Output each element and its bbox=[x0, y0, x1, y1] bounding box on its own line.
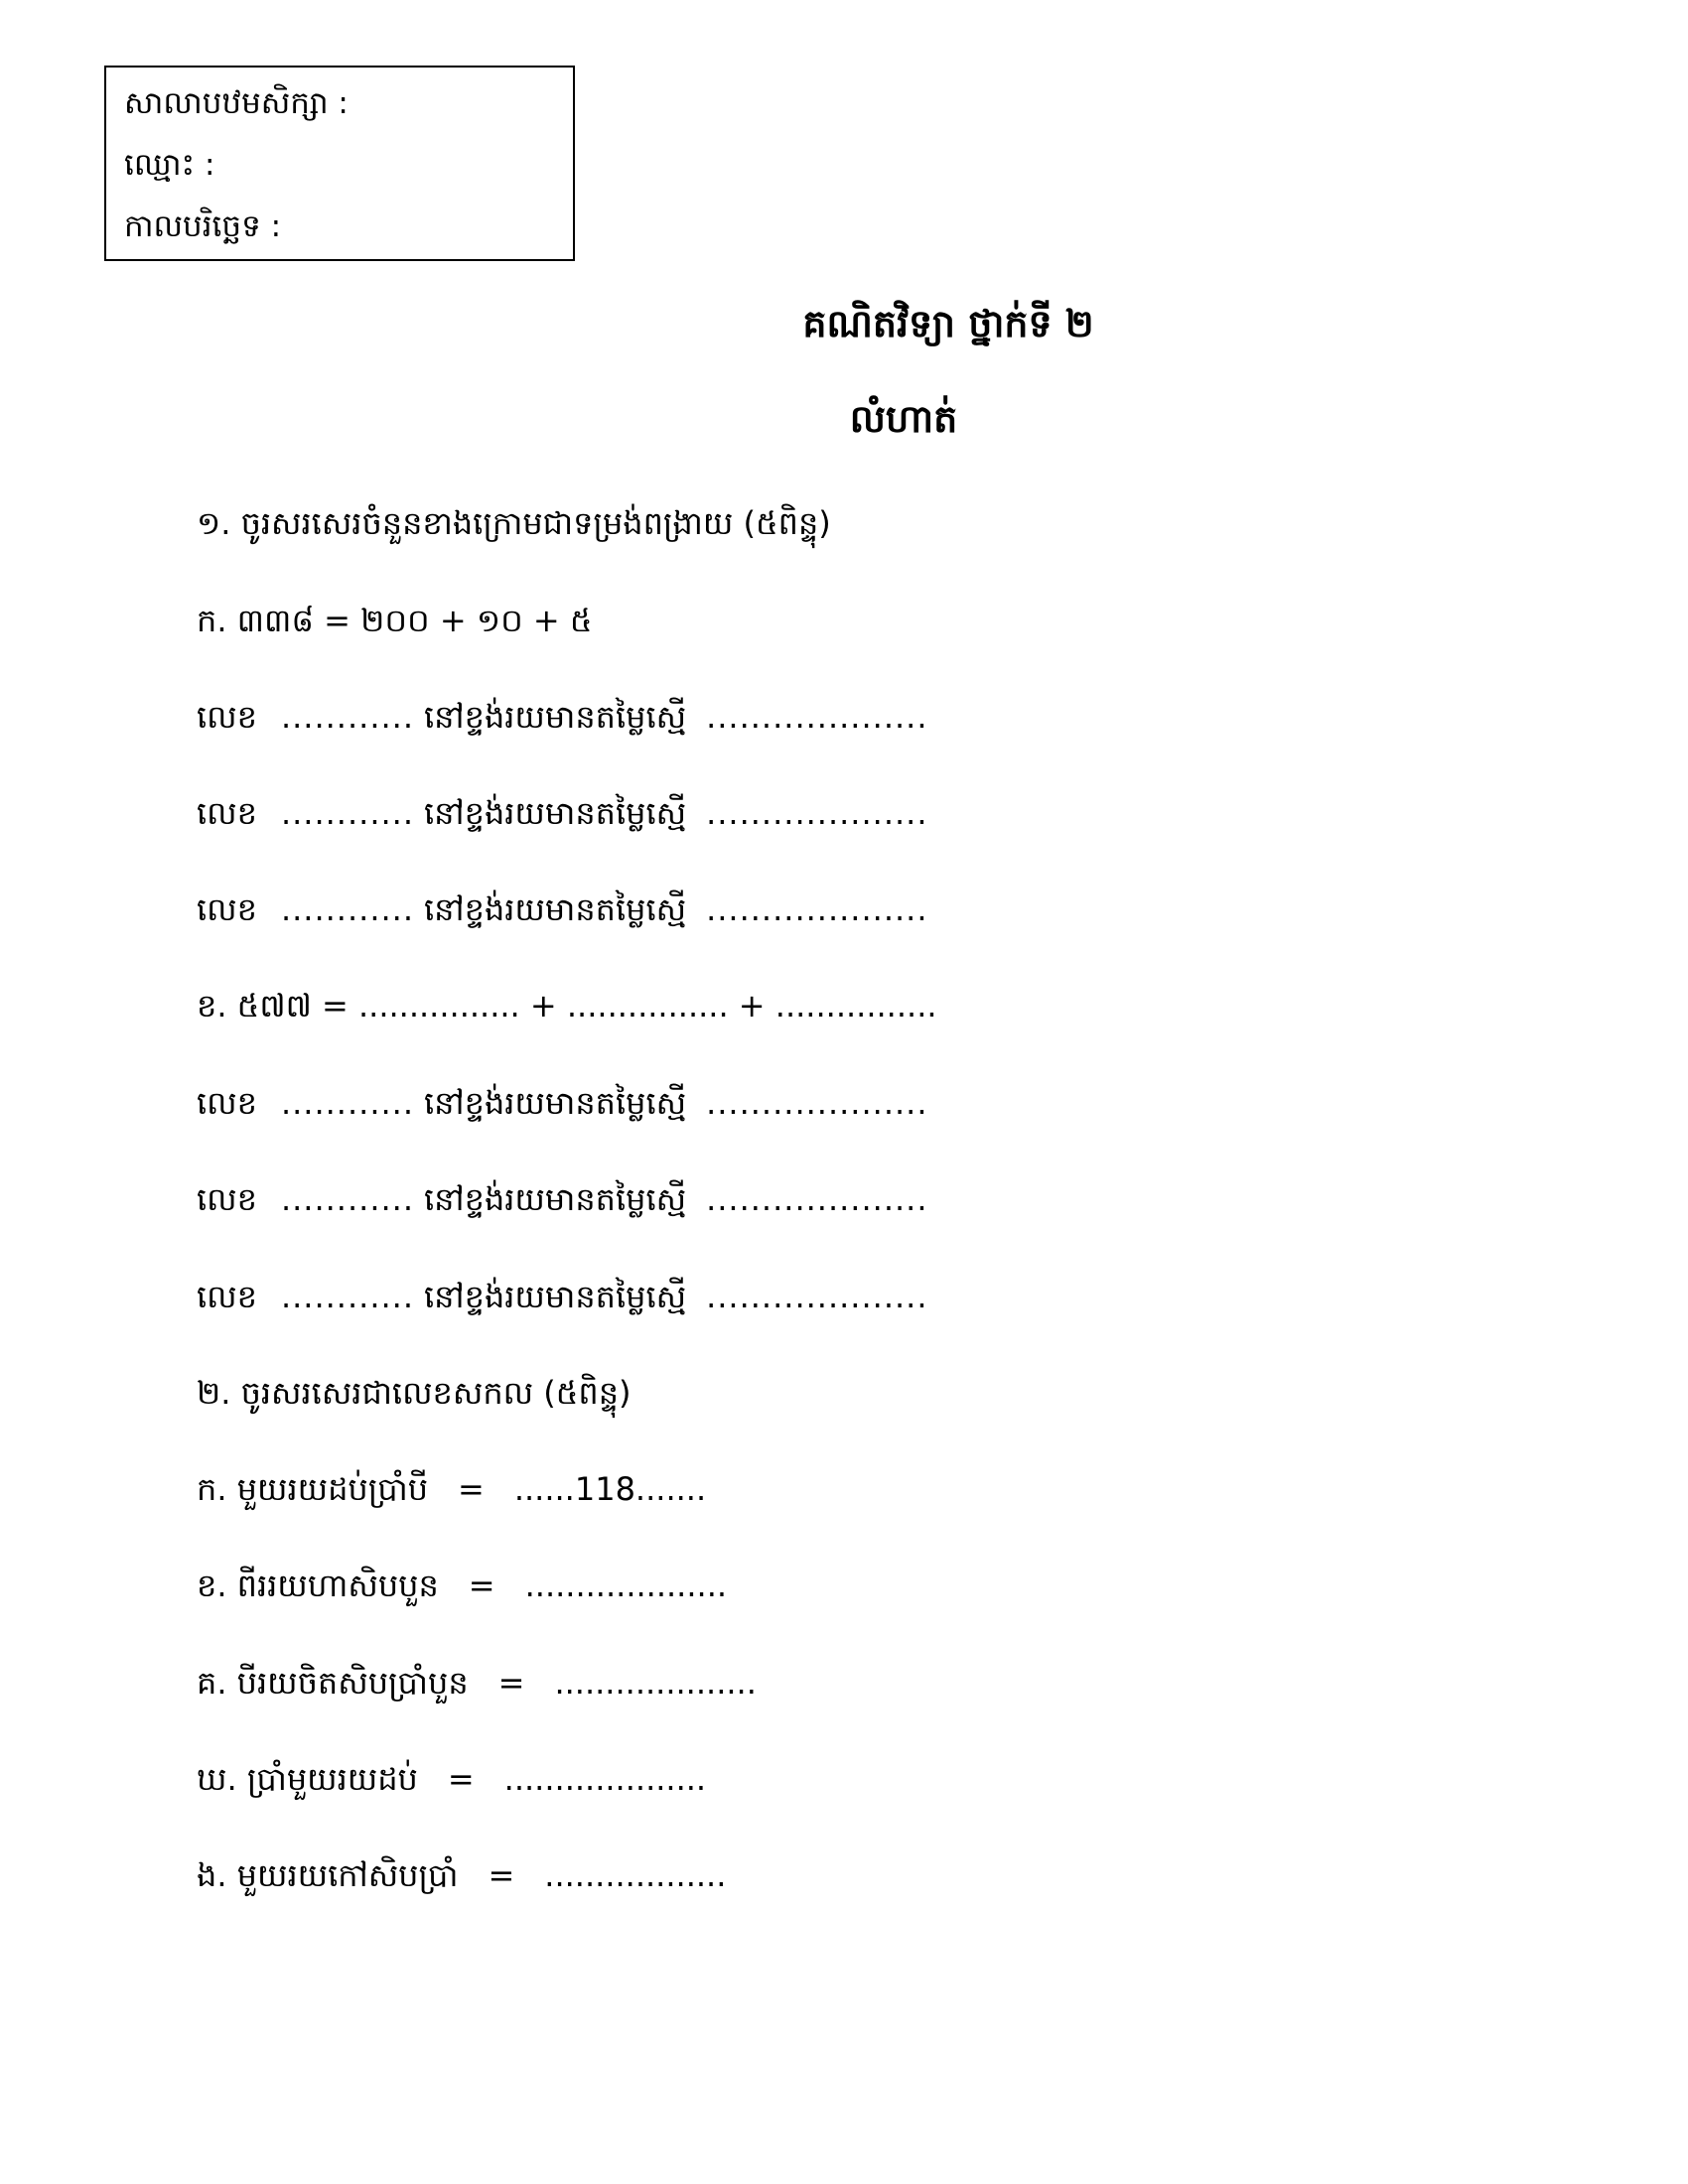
place-value-text: នៅខ្ទង់រយមានតម្លៃស្មើ bbox=[424, 794, 687, 832]
question-1a-row bbox=[197, 788, 928, 838]
question-2-item bbox=[197, 1754, 706, 1804]
question-1b-row bbox=[197, 1174, 928, 1224]
digit-blank: ............ bbox=[280, 1180, 414, 1218]
value-blank: .................... bbox=[706, 794, 928, 832]
answer-blank: .................. bbox=[544, 1856, 727, 1894]
digit-label: លេខ bbox=[197, 1278, 257, 1315]
question-1a-row bbox=[197, 885, 928, 934]
value-blank: .................... bbox=[706, 698, 928, 736]
digit-blank: ............ bbox=[280, 1084, 414, 1122]
value-blank: .................... bbox=[706, 890, 928, 928]
answer-blank: .................... bbox=[524, 1567, 728, 1604]
number-words: ឃ. ប្រាំមួយរយដប់ bbox=[197, 1760, 418, 1798]
question-1a-expression: ក. ៣៣៨ = ២០០ + ១០ + ៥ bbox=[197, 602, 593, 639]
place-value-text: នៅខ្ទង់រយមានតម្លៃស្មើ bbox=[424, 1278, 687, 1315]
equals-sign: = bbox=[488, 1856, 515, 1894]
question-1b-row bbox=[197, 1272, 928, 1321]
equals-sign: = bbox=[468, 1567, 495, 1604]
answer-blank: ......118....... bbox=[513, 1470, 707, 1508]
number-words: គ. បីរយចិតសិបប្រាំបួន bbox=[197, 1664, 469, 1702]
school-field: សាលាបឋមសិក្សា : bbox=[124, 85, 349, 121]
question-1b-row bbox=[197, 1078, 928, 1128]
number-words: ខ. ពីររយហាសិបបួន bbox=[197, 1567, 439, 1604]
digit-blank: ............ bbox=[280, 794, 414, 832]
digit-blank: ............ bbox=[280, 890, 414, 928]
name-field: ឈ្មោះ : bbox=[124, 147, 215, 183]
question-2-item bbox=[197, 1850, 726, 1900]
question-2-heading: ២. ចូរសរសេរជាលេខសកល (៥ពិន្ទុ) bbox=[197, 1374, 632, 1412]
worksheet-title: គណិតវិទ្យា ថ្នាក់ទី ២ bbox=[802, 302, 1094, 345]
digit-label: លេខ bbox=[197, 890, 257, 928]
value-blank: .................... bbox=[706, 1180, 928, 1218]
question-2-item bbox=[197, 1464, 706, 1514]
number-words: ក. មួយរយដប់ប្រាំបី bbox=[197, 1470, 428, 1508]
question-1a-row bbox=[197, 692, 928, 742]
question-2-item bbox=[197, 1561, 727, 1610]
date-field: កាលបរិច្ឆេទ : bbox=[124, 208, 282, 244]
place-value-text: នៅខ្ទង់រយមានតម្លៃស្មើ bbox=[424, 1180, 687, 1218]
place-value-text: នៅខ្ទង់រយមានតម្លៃស្មើ bbox=[424, 1084, 687, 1122]
place-value-text: នៅខ្ទង់រយមានតម្លៃស្មើ bbox=[424, 890, 687, 928]
digit-label: លេខ bbox=[197, 1084, 257, 1122]
value-blank: .................... bbox=[706, 1084, 928, 1122]
digit-label: លេខ bbox=[197, 794, 257, 832]
answer-blank: .................... bbox=[503, 1760, 707, 1798]
answer-blank: .................... bbox=[554, 1664, 757, 1702]
place-value-text: នៅខ្ទង់រយមានតម្លៃស្មើ bbox=[424, 698, 687, 736]
student-info-box bbox=[104, 66, 575, 261]
value-blank: .................... bbox=[706, 1278, 928, 1315]
question-2-item bbox=[197, 1658, 757, 1707]
equals-sign: = bbox=[497, 1664, 525, 1702]
digit-blank: ............ bbox=[280, 698, 414, 736]
worksheet-subtitle: លំហាត់ bbox=[849, 397, 958, 441]
equals-sign: = bbox=[458, 1470, 485, 1508]
digit-label: លេខ bbox=[197, 1180, 257, 1218]
question-1b-expression: ខ. ៥៧៧ = ................ + ................ + ................ bbox=[197, 987, 937, 1024]
digit-blank: ............ bbox=[280, 1278, 414, 1315]
number-words: ង. មួយរយកៅសិបប្រាំ bbox=[197, 1856, 459, 1894]
digit-label: លេខ bbox=[197, 698, 257, 736]
equals-sign: = bbox=[447, 1760, 475, 1798]
question-1-heading: ១. ចូរសរសេរចំនួនខាងក្រោមជាទម្រង់ពង្រាយ (៥ពិន្ទុ) bbox=[197, 504, 831, 542]
